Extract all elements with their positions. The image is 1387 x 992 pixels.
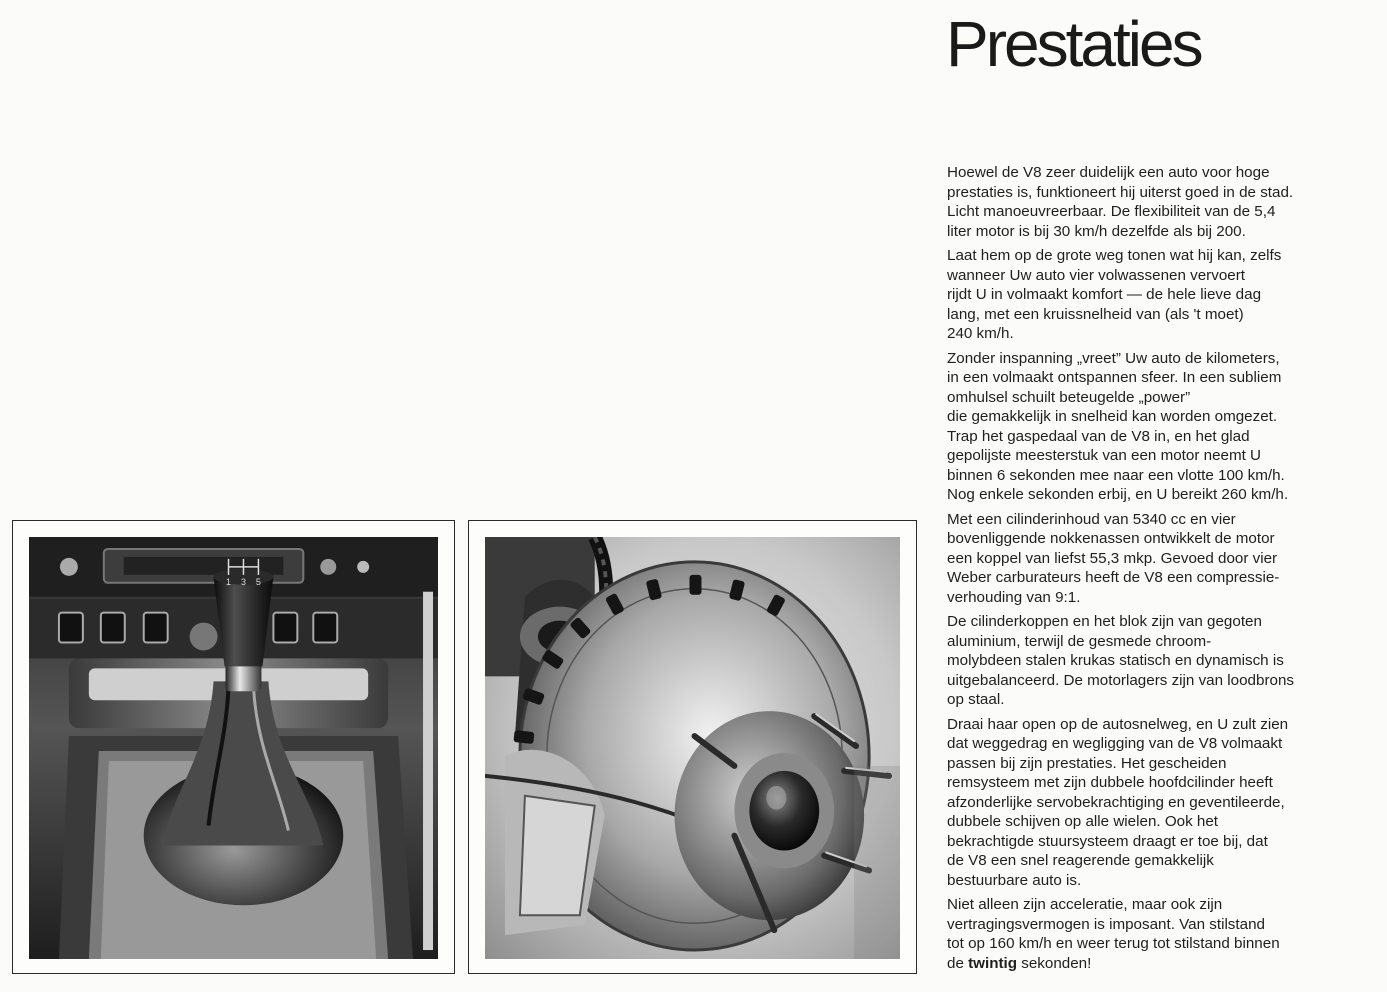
- article-body: [947, 163, 1367, 978]
- text-line: Draai haar open op de autosnelweg, en U zult zien: [947, 715, 1289, 733]
- paragraph-6: [947, 715, 1367, 891]
- text-line: uitgebalanceerd. De motorlagers zijn van loodbrons: [947, 671, 1294, 689]
- text-line: Weber carburateurs heeft de V8 een compressie-: [947, 569, 1280, 586]
- text-line: bovenliggende nokkenassen ontwikkelt de motor: [947, 530, 1275, 547]
- text-line: gepolijste meesterstuk van een motor neemt U: [947, 447, 1262, 464]
- photo-frame-gear-lever: [12, 520, 455, 974]
- text-line: omhulsel schuilt beteugelde „power”: [947, 388, 1191, 406]
- text-line: in een volmaakt ontspannen sfeer. In een subliem: [947, 369, 1282, 386]
- text-line: tot op 160 km/h en weer terug tot stilstand binnen: [947, 935, 1280, 952]
- text-line: remsysteem met zijn dubbele hoofdcilinder heeft: [947, 774, 1273, 791]
- text-line: Hoewel de V8 zeer duidelijk een auto voor hoge: [947, 164, 1270, 181]
- text-line: verhouding van 9:1.: [947, 588, 1081, 606]
- text-line: dubbele schijven op alle wielen. Ook het: [947, 813, 1219, 830]
- text-line: wanneer Uw auto vier volwassenen vervoert: [947, 266, 1245, 284]
- text-line: molybdeen stalen krukas statisch en dynamisch is: [947, 652, 1284, 669]
- text-line: die gemakkelijk in snelheid kan worden omgezet.: [947, 408, 1278, 425]
- paragraph-7: [947, 895, 1367, 973]
- text-line: op staal.: [947, 691, 1005, 708]
- shift-gear-3: 3: [240, 576, 246, 587]
- text-line: vertragingsvermogen is imposant. Van stilstand: [947, 915, 1265, 933]
- disc-brake-photo: [485, 537, 900, 959]
- emphasis-twintig: twintig: [968, 954, 1018, 972]
- text-run: de: [947, 954, 969, 972]
- page-title: Prestaties: [946, 8, 1201, 80]
- text-line: prestaties is, funktioneert hij uiterst goed in de stad.: [947, 183, 1294, 201]
- text-line: lang, met een kruissnelheid van (als 't moet): [947, 305, 1244, 323]
- text-line: dat weggedrag en wegligging van de V8 volmaakt: [947, 735, 1283, 752]
- text-line: Zonder inspanning „vreet” Uw auto de kilometers,: [947, 349, 1280, 367]
- paragraph-4: [947, 510, 1367, 608]
- gear-lever-illustration: [29, 537, 438, 959]
- text-line: liter motor is bij 30 km/h dezelfde als bij 200.: [947, 222, 1246, 240]
- text-line-final: [947, 954, 1367, 974]
- shift-gear-1: 1: [226, 576, 232, 587]
- disc-brake-illustration: [485, 537, 900, 959]
- text-line: Trap het gaspedaal van de V8 in, en het glad: [947, 427, 1250, 445]
- text-line: Laat hem op de grote weg tonen wat hij kan, zelfs: [947, 247, 1282, 264]
- text-line: binnen 6 sekonden mee naar een vlotte 100 km/h.: [947, 466, 1285, 484]
- text-line: rijdt U in volmaakt komfort — de hele lieve dag: [947, 286, 1262, 303]
- text-line: Met een cilinderinhoud van 5340 cc en vier: [947, 510, 1236, 528]
- text-line: De cilinderkoppen en het blok zijn van gegoten: [947, 613, 1262, 630]
- text-run: sekonden!: [1017, 954, 1092, 972]
- text-line: de V8 een snel reagerende gemakkelijk: [947, 852, 1214, 869]
- text-line: afzonderlijke servobekrachtiging en geventileerde,: [947, 793, 1285, 811]
- text-line: passen bij zijn prestaties. Het gescheiden: [947, 754, 1227, 772]
- paragraph-2: [947, 246, 1367, 344]
- text-line: een koppel van liefst 55,3 mkp. Gevoed door vier: [947, 549, 1278, 567]
- text-line: 240 km/h.: [947, 325, 1014, 342]
- photo-frame-disc-brake: [468, 520, 917, 974]
- text-line: Niet alleen zijn acceleratie, maar ook zijn: [947, 896, 1223, 913]
- text-line: Licht manoeuvreerbaar. De flexibiliteit van de 5,4: [947, 203, 1276, 220]
- text-line: bestuurbare auto is.: [947, 871, 1082, 889]
- paragraph-5: [947, 612, 1367, 710]
- gear-lever-photo: [29, 537, 438, 959]
- text-line: aluminium, terwijl de gesmede chroom-: [947, 632, 1212, 650]
- text-line: Nog enkele sekonden erbij, en U bereikt 260 km/h.: [947, 486, 1289, 503]
- paragraph-1: [947, 163, 1367, 241]
- text-line: bekrachtigde stuursysteem draagt er toe bij, dat: [947, 832, 1268, 850]
- shift-gear-5: 5: [255, 576, 261, 587]
- paragraph-3: [947, 349, 1367, 505]
